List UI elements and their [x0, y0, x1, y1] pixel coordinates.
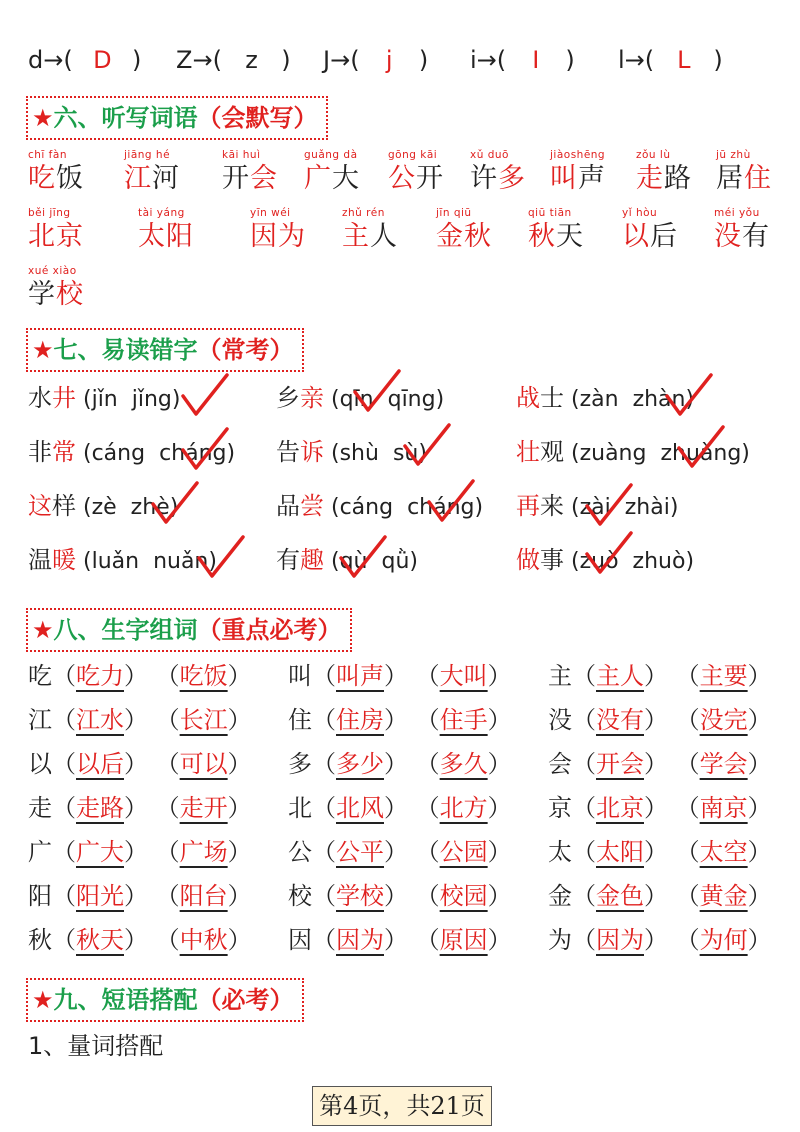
word-group: 以（以后） （可以） — [28, 750, 252, 778]
letter-pair: J→( j ) — [323, 46, 429, 74]
misread-row — [28, 486, 788, 526]
letter-pair: Z→( z ) — [176, 46, 291, 74]
word-group: 没（没有） （没完） — [548, 706, 772, 734]
misread-item: 水井 (jǐn jǐng) — [28, 384, 181, 412]
section-header-misread: ★七、易读错字（常考） — [26, 328, 304, 372]
dictation-word: yǐ hòu 以后 — [622, 207, 678, 252]
letter-pair: d→( D ) — [28, 46, 142, 74]
star-icon: ★ — [32, 104, 54, 132]
misread-item: 有趣 (qù qǜ) — [276, 546, 419, 574]
word-formation-row — [28, 656, 788, 696]
word-group: 会（开会） （学会） — [548, 750, 772, 778]
misread-row — [28, 540, 788, 580]
misread-item: 非常 (cáng cháng) — [28, 438, 236, 466]
word-group: 多（多少） （多久） — [288, 750, 512, 778]
star-icon: ★ — [32, 336, 54, 364]
section-header-dictation: ★六、听写词语（会默写） — [26, 96, 328, 140]
dictation-word: tài yáng 太阳 — [138, 207, 194, 252]
word-group: 广（广大） （广场） — [28, 838, 252, 866]
misread-item: 战士 (zàn zhàn) — [516, 384, 695, 412]
dictation-row — [28, 148, 788, 206]
word-group: 秋（秋天） （中秋） — [28, 926, 252, 954]
dictation-word: jū zhù 居住 — [716, 149, 772, 194]
word-group: 北（北风） （北方） — [288, 794, 512, 822]
misread-item: 壮观 (zuàng zhuàng) — [516, 438, 750, 466]
word-group: 校（学校） （校园） — [288, 882, 512, 910]
misread-item: 这样 (zè zhè) — [28, 492, 179, 520]
dictation-word: chī fàn 吃饭 — [28, 149, 84, 194]
dictation-row — [28, 206, 788, 264]
misread-item: 乡亲 (qīn qīng) — [276, 384, 445, 412]
word-formation-row — [28, 832, 788, 872]
misread-row — [28, 432, 788, 472]
dictation-word: jīn qiū 金秋 — [436, 207, 492, 252]
dictation-row — [28, 264, 788, 322]
dictation-word: xué xiào 学校 — [28, 265, 84, 310]
word-formation-row — [28, 744, 788, 784]
misread-item: 再来 (zài zhài) — [516, 492, 679, 520]
word-group: 阳（阳光） （阳台） — [28, 882, 252, 910]
word-formation-row — [28, 876, 788, 916]
word-formation-row — [28, 920, 788, 960]
word-group: 江（江水） （长江） — [28, 706, 252, 734]
word-formation-row — [28, 788, 788, 828]
word-group: 太（太阳） （太空） — [548, 838, 772, 866]
section-header-phrase-matching: ★九、短语搭配（必考） — [26, 978, 304, 1022]
star-icon: ★ — [32, 616, 54, 644]
word-formation-row — [28, 700, 788, 740]
word-group: 因（因为） （原因） — [288, 926, 512, 954]
dictation-word: kāi huì 开会 — [222, 149, 278, 194]
dictation-word: guǎng dà 广大 — [304, 149, 360, 194]
dictation-word: qiū tiān 秋天 — [528, 207, 584, 252]
letter-case-row — [28, 44, 788, 76]
word-group: 叫（叫声） （大叫） — [288, 662, 512, 690]
word-group: 吃（吃力） （吃饭） — [28, 662, 252, 690]
dictation-word: yīn wéi 因为 — [250, 207, 306, 252]
misread-item: 做事 (zuò zhuò) — [516, 546, 695, 574]
misread-item: 品尝 (cáng cháng) — [276, 492, 484, 520]
word-group: 公（公平） （公园） — [288, 838, 512, 866]
dictation-word: jiàoshēng 叫声 — [550, 149, 606, 194]
dictation-word: zǒu lù 走路 — [636, 149, 692, 194]
letter-pair: l→( L ) — [618, 46, 723, 74]
letter-pair: i→( I ) — [470, 46, 575, 74]
misread-item: 温暖 (luǎn nuǎn) — [28, 546, 217, 574]
dictation-word: jiāng hé 江河 — [124, 149, 180, 194]
dictation-word: běi jīng 北京 — [28, 207, 84, 252]
word-group: 住（住房） （住手） — [288, 706, 512, 734]
word-group: 为（因为） （为何） — [548, 926, 772, 954]
misread-row — [28, 378, 788, 418]
word-group: 主（主人） （主要） — [548, 662, 772, 690]
dictation-word: gōng kāi 公开 — [388, 149, 444, 194]
dictation-word: zhǔ rén 主人 — [342, 207, 398, 252]
word-group: 金（金色） （黄金） — [548, 882, 772, 910]
dictation-word: méi yǒu 没有 — [714, 207, 770, 252]
word-group: 京（北京） （南京） — [548, 794, 772, 822]
section-header-word-formation: ★八、生字组词（重点必考） — [26, 608, 352, 652]
subheading-measure-words: 1、量词搭配 — [28, 1032, 164, 1060]
page-number: 第4页，共21页 — [312, 1086, 492, 1126]
star-icon: ★ — [32, 986, 54, 1014]
dictation-word: xǔ duō 许多 — [470, 149, 526, 194]
misread-item: 告诉 (shù sù) — [276, 438, 427, 466]
word-group: 走（走路） （走开） — [28, 794, 252, 822]
